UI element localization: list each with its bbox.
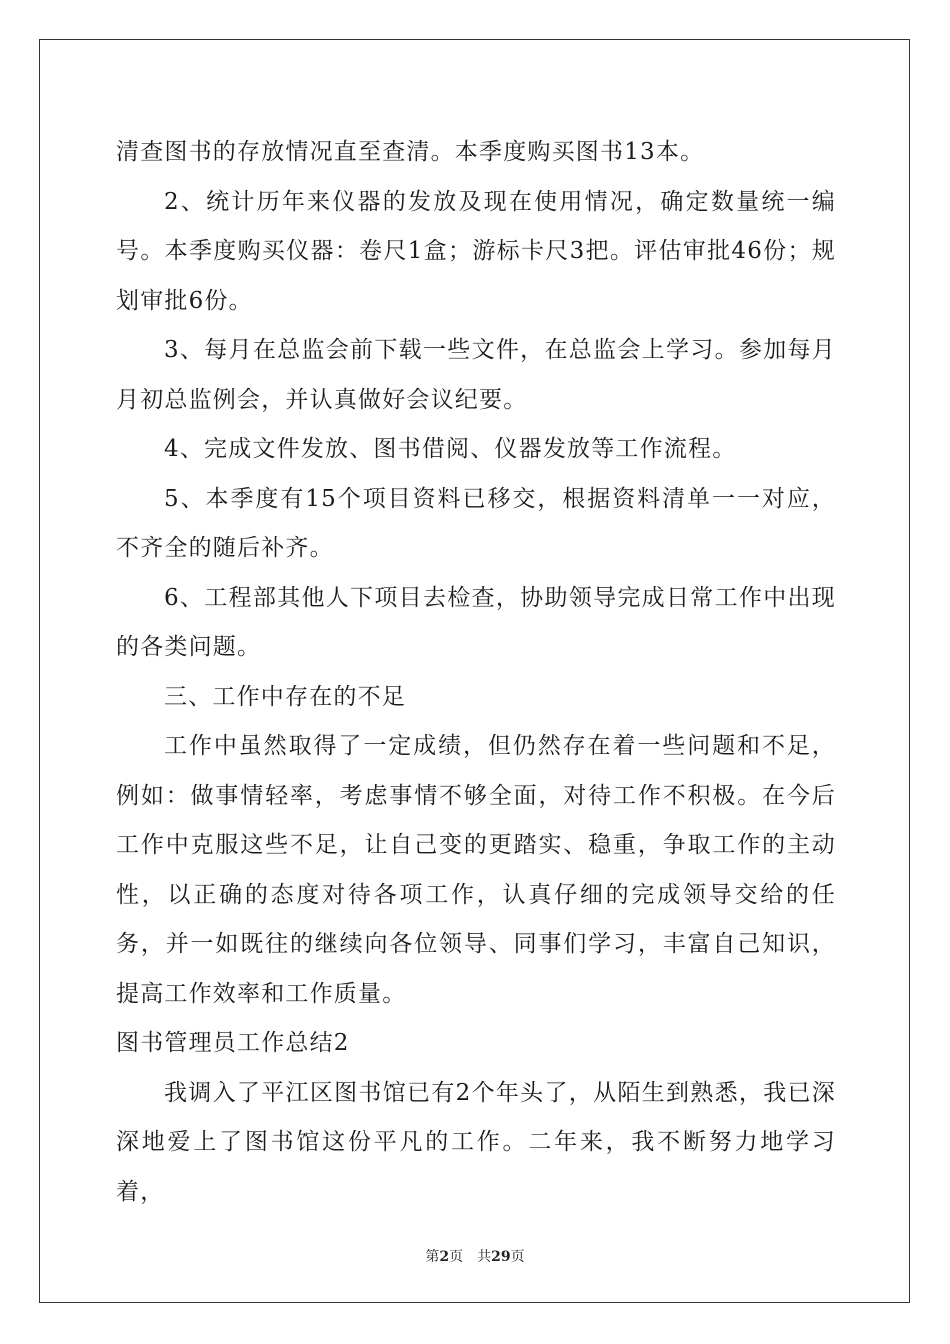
paragraph-8: 我调入了平江区图书馆已有2个年头了，从陌生到熟悉，我已深深地爱上了图书馆这份平凡的工作。二年来，我不断努力地学习着， bbox=[116, 1079, 836, 1205]
footer-total-suffix: 页 bbox=[510, 1249, 525, 1265]
paragraph-7: 工作中虽然取得了一定成绩，但仍然存在着一些问题和不足，例如：做事情轻率，考虑事情不够全面，对待工作不积极。在今后工作中克服这些不足，让自己变的更踏实、稳重，争取工作的主动性，以正确的态度对待各项工作，认真仔细的完成领导交给的任务，并一如既往的继续向各位领导、同事们学习，丰富自己知识，提高工作效率和工作质量。 bbox=[116, 733, 836, 1007]
paragraph-2: 2、统计历年来仪器的发放及现在使用情况，确定数量统一编号。本季度购买仪器：卷尺1盒；游标卡尺3把。评估审批46份；规划审批6份。 bbox=[116, 188, 836, 314]
document-body bbox=[116, 128, 836, 1217]
section-heading: 三、工作中存在的不足 bbox=[164, 683, 406, 710]
paragraph-5: 5、本季度有15个项目资料已移交，根据资料清单一一对应，不齐全的随后补齐。 bbox=[116, 485, 836, 561]
footer-total-pages: 29 bbox=[491, 1249, 511, 1265]
article-title: 图书管理员工作总结2 bbox=[116, 1030, 350, 1056]
paragraph-1: 清查图书的存放情况直至查清。本季度购买图书13本。 bbox=[116, 139, 705, 165]
footer-page-suffix: 页 bbox=[449, 1249, 464, 1265]
footer-total-prefix: 共 bbox=[477, 1249, 492, 1265]
page-footer bbox=[0, 1246, 950, 1266]
footer-page-prefix: 第 bbox=[425, 1249, 440, 1265]
paragraph-4: 4、完成文件发放、图书借阅、仪器发放等工作流程。 bbox=[164, 436, 737, 462]
paragraph-6: 6、工程部其他人下项目去检查，协助领导完成日常工作中出现的各类问题。 bbox=[116, 584, 836, 660]
paragraph-3: 3、每月在总监会前下载一些文件，在总监会上学习。参加每月月初总监例会，并认真做好会议纪要。 bbox=[116, 337, 836, 413]
footer-page-number: 2 bbox=[439, 1249, 450, 1265]
